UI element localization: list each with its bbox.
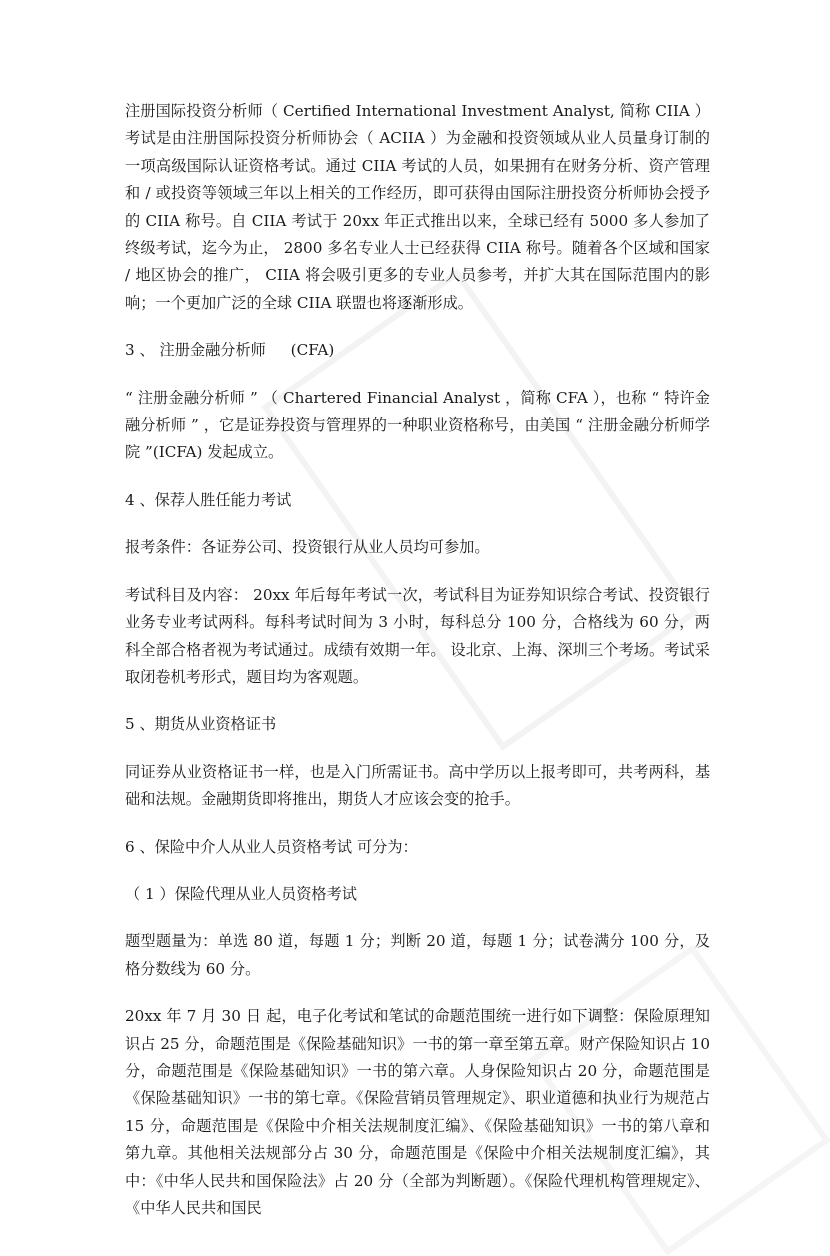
heading-futures-certificate: 5 、期货从业资格证书 xyxy=(125,715,277,734)
paragraph-cfa: “ 注册金融分析师 ” （ Chartered Financial Analyst ，简称 CFA ），也称 “ 特许金融分析师 ” ，它是证券投资与管理界的一种职业资格称号，由美国 “ 注册金融分析师学院 ”(ICFA) 发起成立。 xyxy=(125,388,710,462)
paragraph-futures: 同证券从业资格证书一样，也是入门所需证书。高中学历以上报考即可，共考两科，基础和法规。金融期货即将推出，期货人才应该会变的抢手。 xyxy=(125,762,710,809)
document-body xyxy=(125,98,710,1242)
heading-insurance-intermediary: 6 、保险中介人从业人员资格考试 可分为： xyxy=(125,837,418,856)
paragraph-ciia-intro: 注册国际投资分析师（ Certified International Investment Analyst, 简称 CIIA ）考试是由注册国际投资分析师协会（ ACIIA ）为金融和投资领域从业人员量身订制的一项高级国际认证资格考试。通过 CIIA 考试的人员，如果拥有在财务分析、资产管理和 / 或投资等领域三年以上相关的工作经历，即可获得由国际注册投资分析师协会授予的 CIIA 称号。自 CIIA 考试于 20xx 年正式推出以来，全球已经有 5000 多人参加了终级考试，迄今为止， 2800 多名专业人士已经获得 CIIA 称号。随着各个区域和国家 / 地区协会的推广， CIIA 将会吸引更多的专业人员参考，并扩大其在国际范围内的影响；一个更加广泛的全球 CIIA 联盟也将逐渐形成。 xyxy=(125,102,710,312)
paragraph-sponsor-subjects: 考试科目及内容： 20xx 年后每年考试一次，考试科目为证券知识综合考试、投资银行业务专业考试两科。每科考试时间为 3 小时，每科总分 100 分，合格线为 60 分，两科全部合格者视为考试通过。成绩有效期一年。 设北京、上海、深圳三个考场。考试采取闭卷机考形式，题目均为客观题。 xyxy=(125,585,710,686)
paragraph-sponsor-requirements: 报考条件：各证券公司、投资银行从业人员均可参加。 xyxy=(125,538,490,557)
heading-cfa: 3 、 注册金融分析师 (CFA) xyxy=(125,341,335,360)
heading-insurance-agent-exam: （ 1 ）保险代理从业人员资格考试 xyxy=(125,884,357,903)
heading-sponsor-exam: 4 、保荐人胜任能力考试 xyxy=(125,490,292,509)
paragraph-scope-adjustment: 20xx 年 7 月 30 日 起，电子化考试和笔试的命题范围统一进行如下调整：保险原理知识占 25 分，命题范围是《保险基础知识》一书的第一章至第五章。财产保险知识占 10 分，命题范围是《保险基础知识》一书的第六章。人身保险知识占 20 分，命题范围是《保险基础知识》一书的第七章。《保险营销员管理规定》、职业道德和执业行为规范占 15 分，命题范围是《保险中介相关法规制度汇编》、《保险基础知识》一书的第八章和第九章。其他相关法规部分占 30 分，命题范围是《保险中介相关法规制度汇编》，其中：《中华人民共和国保险法》占 20 分（全部为判断题）。《保险代理机构管理规定》、《中华人民共和国民 xyxy=(125,1007,710,1217)
paragraph-question-types: 题型题量为：单选 80 道，每题 1 分；判断 20 道，每题 1 分；试卷满分 100 分，及格分数线为 60 分。 xyxy=(125,932,710,978)
